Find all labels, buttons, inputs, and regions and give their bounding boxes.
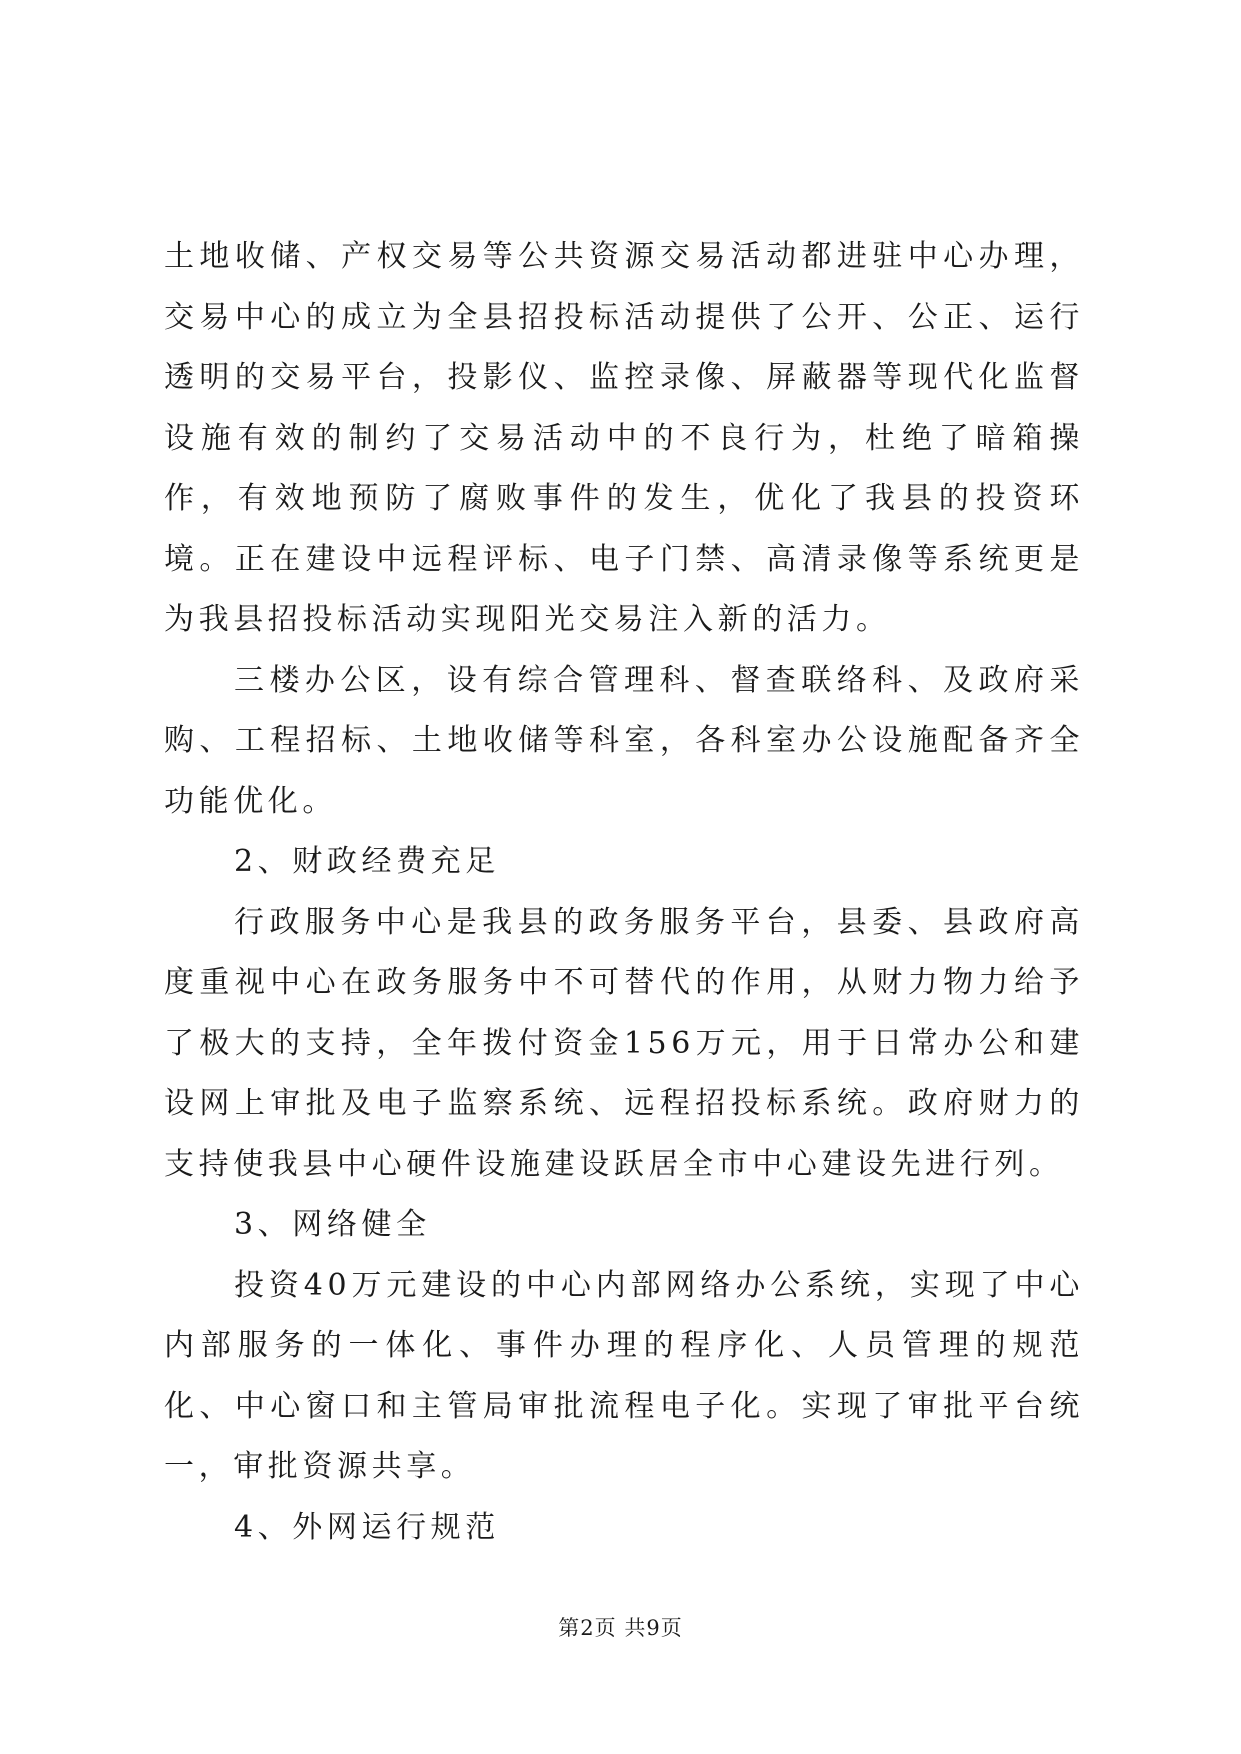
section-heading-network: 3、网络健全 <box>234 1207 431 1242</box>
section-heading-external-network: 4、外网运行规范 <box>234 1509 500 1545</box>
document-body <box>164 227 1084 1558</box>
page-number-footer: 第2页 共9页 <box>558 1616 683 1640</box>
paragraph-network: 投资40万元建设的中心内部网络办公系统，实现了中心内部服务的一体化、事件办理的程序化、人员管理的规范化、中心窗口和主管局审批流程电子化。实现了审批平台统一，审批资源共享。 <box>164 1267 1084 1484</box>
paragraph-finance: 行政服务中心是我县的政务服务平台，县委、县政府高度重视中心在政务服务中不可替代的作用，从财力物力给予了极大的支持，全年拨付资金156万元，用于日常办公和建设网上审批及电子监察系统、远程招投标系统。政府财力的支持使我县中心硬件设施建设跃居全市中心建设先进行列。 <box>164 904 1084 1182</box>
paragraph-continuation: 土地收储、产权交易等公共资源交易活动都进驻中心办理，交易中心的成立为全县招投标活动提供了公开、公正、运行透明的交易平台，投影仪、监控录像、屏蔽器等现代化监督设施有效的制约了交易活动中的不良行为，杜绝了暗箱操作，有效地预防了腐败事件的发生，优化了我县的投资环境。正在建设中远程评标、电子门禁、高清录像等系统更是为我县招投标活动实现阳光交易注入新的活力。 <box>164 239 1084 637</box>
section-heading-finance: 2、财政经费充足 <box>234 844 500 879</box>
paragraph-third-floor-office: 三楼办公区，设有综合管理科、督查联络科、及政府采购、工程招标、土地收储等科室，各科室办公设施配备齐全功能优化。 <box>164 662 1084 819</box>
